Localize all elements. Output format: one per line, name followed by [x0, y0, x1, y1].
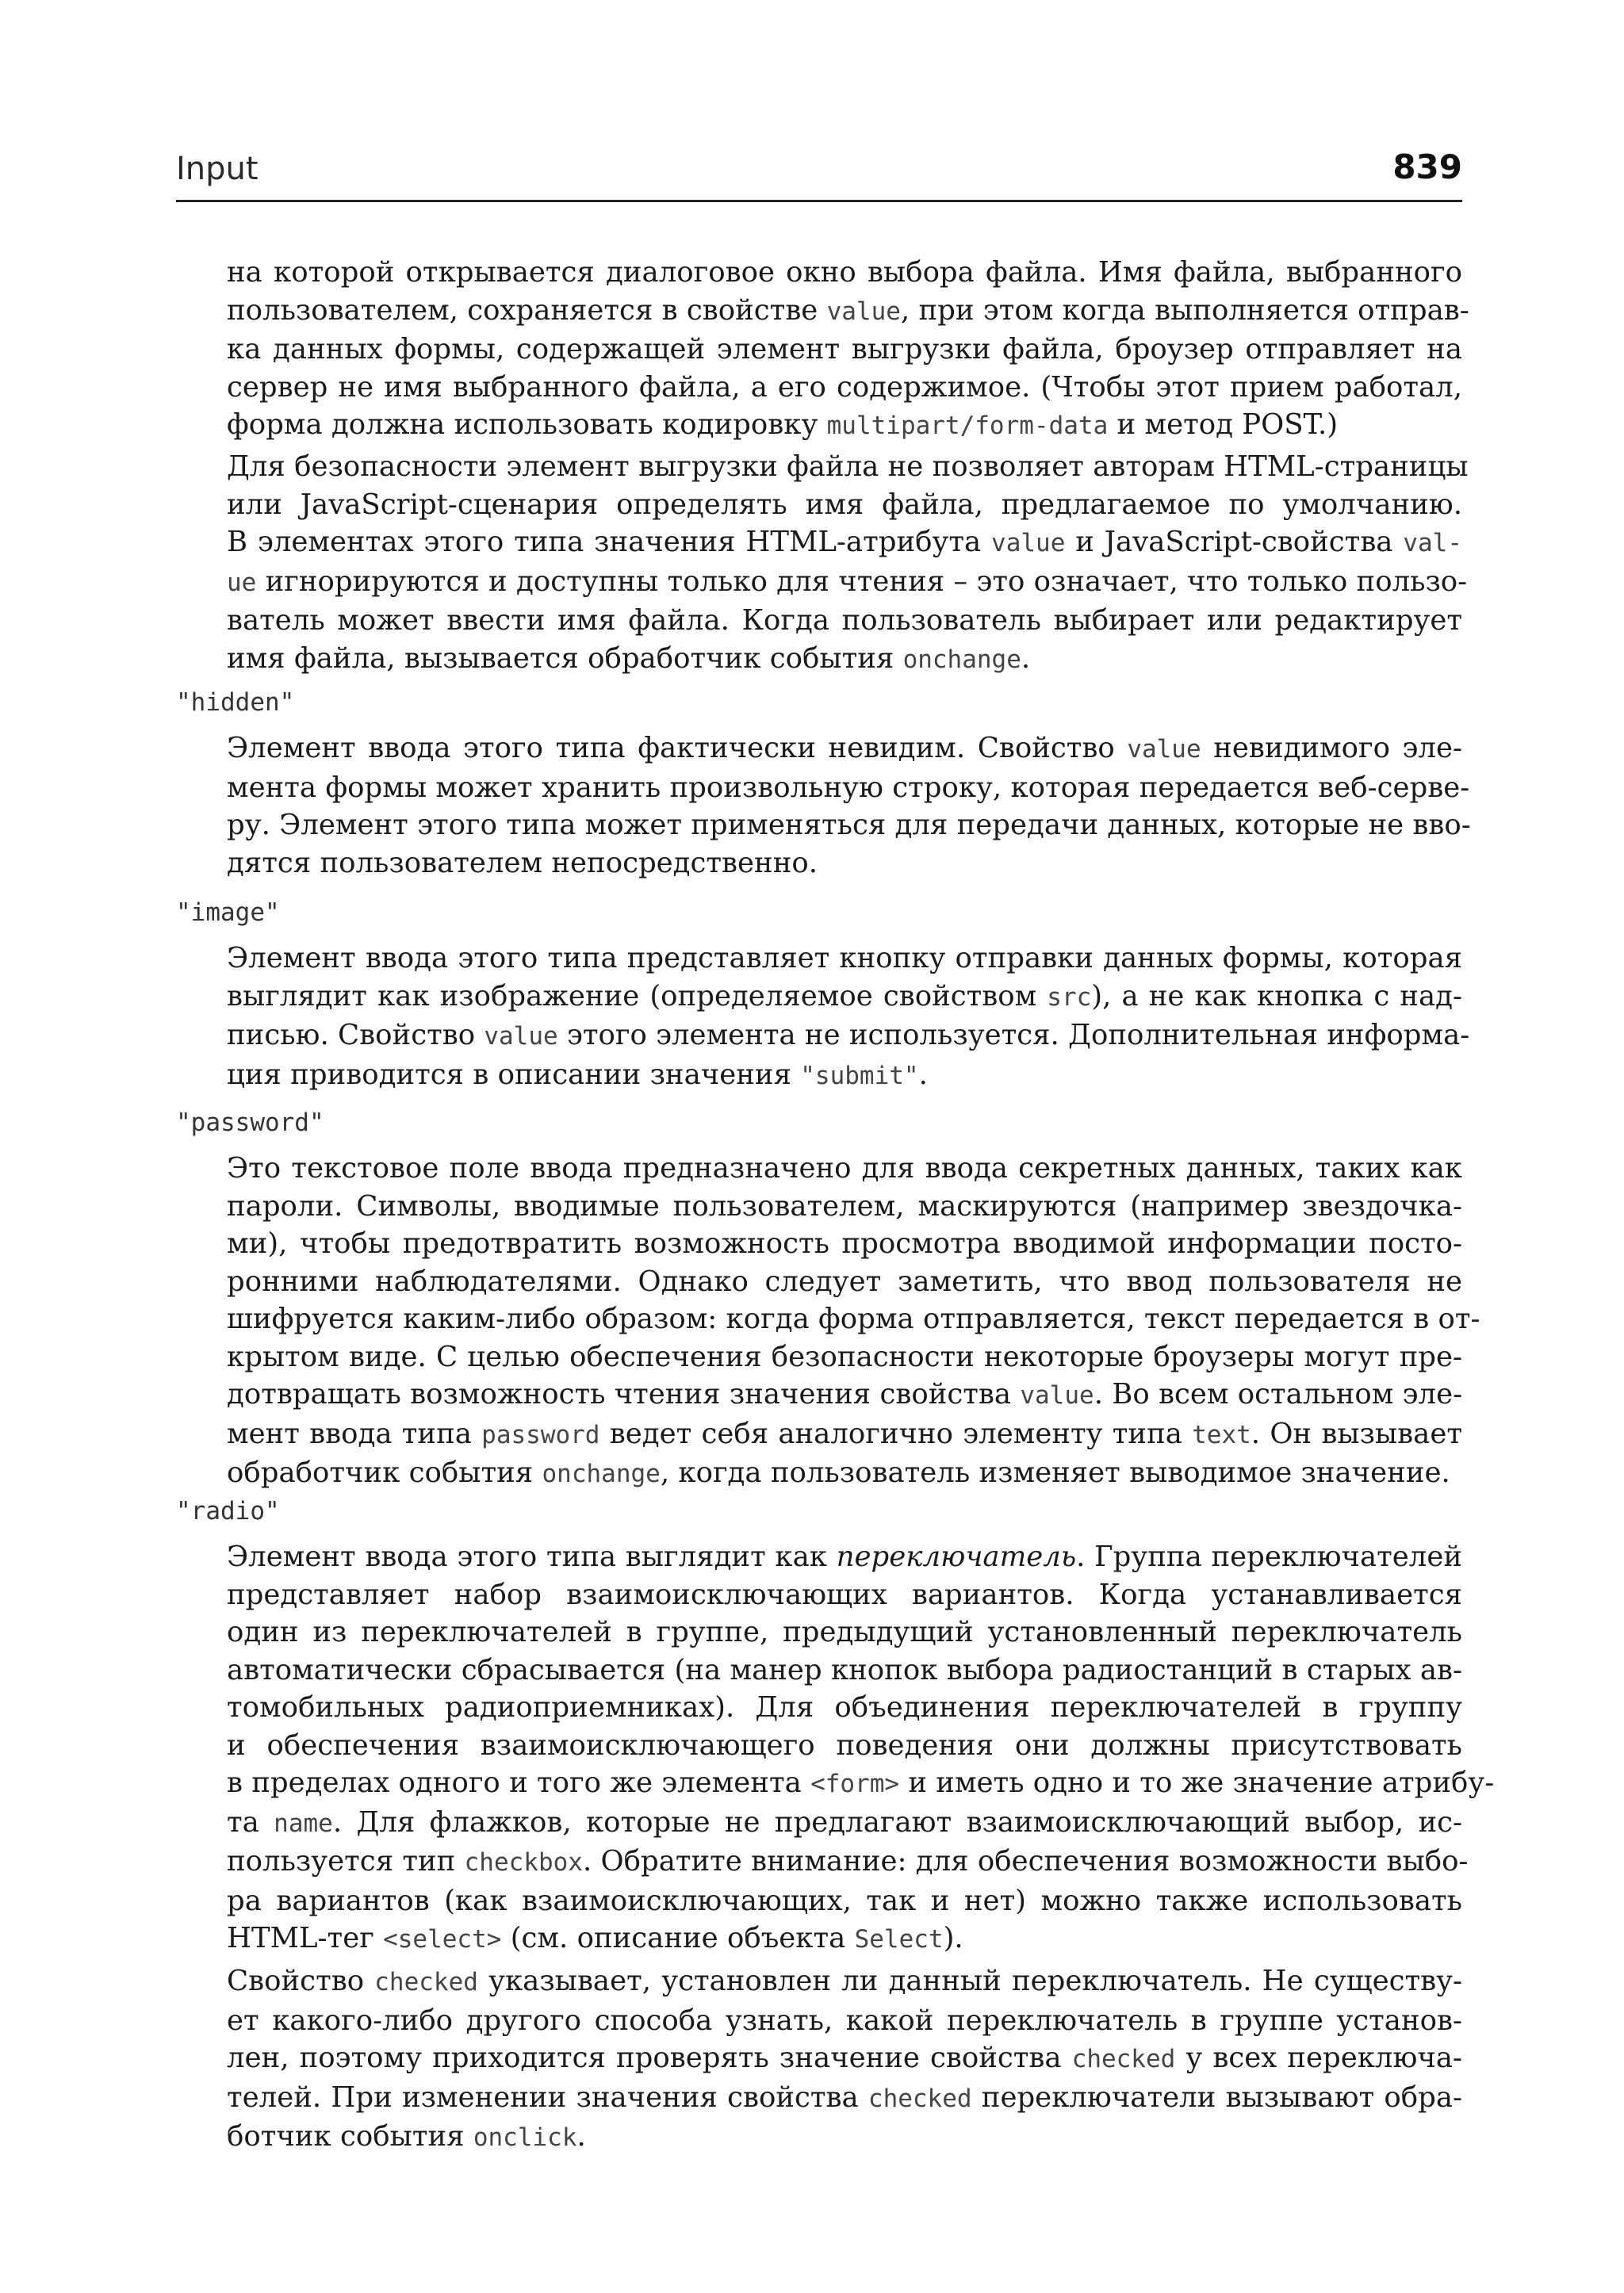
text-run: та [227, 1805, 274, 1839]
text-line [227, 1056, 1462, 1096]
text-run: . Обратите внимание: для обеспечения возможности выбо- [582, 1845, 1469, 1878]
text-run: и JavaScript-свойства [1065, 526, 1404, 558]
text-run: мента формы может хранить произвольную строку, которая передается веб-серве- [227, 771, 1470, 804]
text-run: и метод POST.) [1108, 408, 1339, 441]
text-run: игнорируются и доступны только для чтения – это означает, что только пользо- [256, 565, 1468, 598]
text-run: представляет набор взаимоисключающих вариантов. Когда устанавливается [227, 1578, 1462, 1611]
text-run: сервер не имя выбранного файла, а его содержимое. (Чтобы этот прием работал, [227, 370, 1462, 404]
text-line [227, 1150, 1462, 1188]
code-term: checked [374, 1968, 478, 1996]
text-run: . [918, 1058, 928, 1091]
text-run: ), а не как кнопка с над- [1091, 979, 1462, 1013]
term-image: "image" [176, 898, 280, 927]
text-run: дотвращать возможность чтения значения свойства [227, 1378, 1021, 1411]
paragraph [227, 254, 1469, 446]
text-run: выглядит как изображение (определяемое свойством [227, 979, 1048, 1013]
text-run: ру. Элемент этого типа может применяться для передачи данных, которые не вво- [227, 809, 1471, 841]
text-run: писью. Свойство [227, 1019, 485, 1051]
code-term: name [274, 1809, 333, 1838]
code-term: val- [1403, 529, 1463, 557]
text-run: обработчик события [227, 1457, 542, 1489]
text-line [227, 369, 1462, 407]
text-line [227, 769, 1470, 807]
code-term: value [826, 297, 901, 326]
text-run: . [1021, 641, 1031, 675]
text-run: HTML-тег [227, 1922, 384, 1954]
text-run: пользуется тип [227, 1845, 465, 1878]
text-run: и обеспечения взаимоисключающего поведения они должны присутствовать [227, 1728, 1462, 1762]
text-line [227, 2039, 1462, 2079]
text-run: на которой открывается диалоговое окно выбора файла. Имя файла, выбранного [227, 256, 1462, 289]
code-term: multipart/form-data [826, 412, 1109, 440]
code-term: password [481, 1420, 600, 1449]
text-line [227, 1225, 1462, 1263]
text-run: (см. описание объекта [501, 1922, 855, 1954]
text-run: лен, поэтому приходится проверять значение свойства [227, 2042, 1072, 2074]
text-run: Это текстовое поле ввода предназначено для ввода секретных данных, таких как [227, 1152, 1462, 1185]
text-run: Для безопасности элемент выгрузки файла не позволяет авторам HTML-страницы [227, 450, 1469, 483]
text-line [227, 523, 1462, 563]
text-line [227, 1016, 1470, 1056]
paragraph [227, 1150, 1480, 1494]
text-run: Элемент ввода этого типа выглядит как [227, 1541, 837, 1573]
text-run: ми), чтобы предотвратить возможность просмотра вводимой информации посто- [227, 1227, 1462, 1260]
text-line [227, 729, 1462, 769]
code-term: <form> [810, 1770, 900, 1798]
paragraph [227, 729, 1471, 882]
text-run: . Для флажков, которые не предлагают взаимоисключающий выбор, ис- [332, 1805, 1463, 1839]
text-run: переключатели вызывают обра- [971, 2081, 1462, 2114]
text-run: ет какого-либо другого способа узнать, какой переключатель в группе установ- [227, 2004, 1462, 2037]
text-line [227, 1538, 1462, 1576]
text-line [227, 1338, 1462, 1376]
text-line [227, 602, 1462, 640]
code-term: onclick [473, 2123, 577, 2152]
text-run: ватель может ввести имя файла. Когда пользователь выбирает или редактирует [227, 604, 1462, 637]
text-run: В элементах этого типа значения HTML-атрибута [227, 526, 992, 558]
text-line [227, 1263, 1462, 1301]
code-term: onchange [902, 645, 1021, 674]
text-line [227, 563, 1468, 603]
paragraph [227, 1962, 1462, 2157]
italic-term: переключатель [836, 1541, 1077, 1573]
code-term: value [484, 1022, 558, 1051]
term-password: "password" [176, 1108, 324, 1137]
text-run: автоматически сбрасывается (на манер кнопок выбора радиостанций в старых ав- [227, 1653, 1462, 1686]
text-run: и иметь одно и то же значение атрибу- [899, 1767, 1495, 1799]
text-run: у всех переключа- [1175, 2042, 1462, 2074]
text-run: пользователем, сохраняется в свойстве [227, 293, 827, 327]
text-run: Свойство [227, 1965, 375, 1997]
text-run: ция приводится в описании значения [227, 1058, 801, 1091]
code-term: <select> [383, 1925, 502, 1954]
text-line [227, 940, 1462, 978]
text-line [227, 1882, 1462, 1920]
text-line [227, 1804, 1462, 1843]
code-term: value [1127, 735, 1201, 764]
text-run: крытом виде. С целью обеспечения безопасности некоторые броузеры могут пре- [227, 1340, 1462, 1373]
header-rule [176, 200, 1462, 202]
text-run: , когда пользователь изменяет выводимое значение. [660, 1457, 1450, 1489]
text-line [227, 1376, 1462, 1415]
text-line [227, 1962, 1462, 2002]
text-run: . [576, 2120, 586, 2153]
paragraph [227, 1538, 1495, 1959]
text-line [227, 1920, 1462, 1959]
term-hidden: "hidden" [176, 688, 295, 717]
text-line [227, 2002, 1462, 2040]
text-run: или JavaScript-сценария определять имя файла, предлагаемое по умолчанию. [227, 488, 1462, 521]
text-line [227, 1454, 1462, 1494]
text-line [227, 292, 1469, 331]
text-line [227, 1843, 1469, 1882]
page-number: 839 [1392, 147, 1462, 186]
text-run: телей. При изменении значения свойства [227, 2081, 868, 2114]
text-line [227, 844, 1462, 882]
text-run: мент ввода типа [227, 1417, 482, 1450]
code-term: src [1047, 982, 1092, 1012]
text-line [227, 1188, 1462, 1226]
code-term: value [1020, 1381, 1094, 1410]
text-run: указывает, установлен ли данный переключатель. Не существу- [477, 1965, 1462, 1997]
paragraph [227, 940, 1470, 1095]
text-line [227, 448, 1469, 486]
text-line [227, 1576, 1462, 1614]
text-run: один из переключателей в группе, предыдущий установленный переключатель [227, 1616, 1462, 1648]
text-line [227, 1727, 1462, 1765]
text-run: ка данных формы, содержащей элемент выгрузки файла, броузер отправляет на [227, 333, 1462, 366]
text-line [227, 406, 1462, 446]
text-line [227, 1614, 1462, 1652]
text-run: , при этом когда выполняется отправ- [900, 293, 1469, 327]
text-line [227, 978, 1462, 1017]
text-run: . Группа переключателей [1076, 1541, 1462, 1573]
code-term: "submit" [800, 1061, 919, 1090]
text-run: ). [943, 1922, 963, 1954]
text-run: . Он вызывает [1251, 1417, 1462, 1450]
text-run: невидимого эле- [1201, 732, 1462, 764]
text-line [227, 806, 1471, 844]
text-run: этого элемента не используется. Дополнительная информа- [557, 1019, 1470, 1051]
text-run: томобильных радиоприемниках). Для объединения переключателей в группу [227, 1691, 1462, 1724]
text-line [227, 2079, 1462, 2119]
text-run: дятся пользователем непосредственно. [227, 846, 818, 879]
text-line [227, 1764, 1495, 1804]
code-term: text [1192, 1420, 1251, 1449]
code-term: value [991, 529, 1066, 557]
term-radio: "radio" [176, 1497, 280, 1525]
text-line [227, 1300, 1480, 1338]
code-term: checked [1071, 2045, 1176, 2073]
text-run: в пределах одного и того же элемента [227, 1767, 811, 1799]
running-head: Input [176, 151, 259, 187]
text-line [227, 640, 1462, 679]
text-run: шифруется каким-либо образом: когда форма отправляется, текст передается в от- [227, 1303, 1480, 1335]
text-run: форма должна использовать кодировку [227, 408, 827, 441]
text-run: пароли. Символы, вводимые пользователем, маскируются (например звездочка- [227, 1189, 1462, 1223]
code-term: checked [868, 2084, 972, 2113]
text-run: ботчик события [227, 2120, 473, 2153]
text-line [227, 254, 1462, 292]
text-run: ведет себя аналогично элементу типа [599, 1417, 1193, 1450]
text-run: . Во всем остальном эле- [1094, 1378, 1463, 1411]
paragraph [227, 448, 1469, 679]
code-term: ue [227, 568, 257, 597]
text-line [227, 331, 1462, 369]
text-run: ронними наблюдателями. Однако следует заметить, что ввод пользователя не [227, 1265, 1462, 1298]
code-term: Select [854, 1925, 944, 1954]
code-term: checkbox [464, 1848, 583, 1877]
text-run: Элемент ввода этого типа представляет кнопку отправки данных формы, которая [227, 942, 1462, 974]
page-header [176, 143, 1462, 203]
text-line [227, 1689, 1462, 1727]
text-line [227, 1415, 1462, 1455]
text-run: имя файла, вызывается обработчик события [227, 641, 903, 675]
text-line [227, 486, 1462, 524]
code-term: onchange [542, 1460, 661, 1488]
text-line [227, 1652, 1462, 1690]
text-run: ра вариантов (как взаимоисключающих, так и нет) можно также использовать [227, 1884, 1462, 1917]
text-run: Элемент ввода этого типа фактически невидим. Свойство [227, 732, 1128, 764]
text-line [227, 2118, 1462, 2157]
